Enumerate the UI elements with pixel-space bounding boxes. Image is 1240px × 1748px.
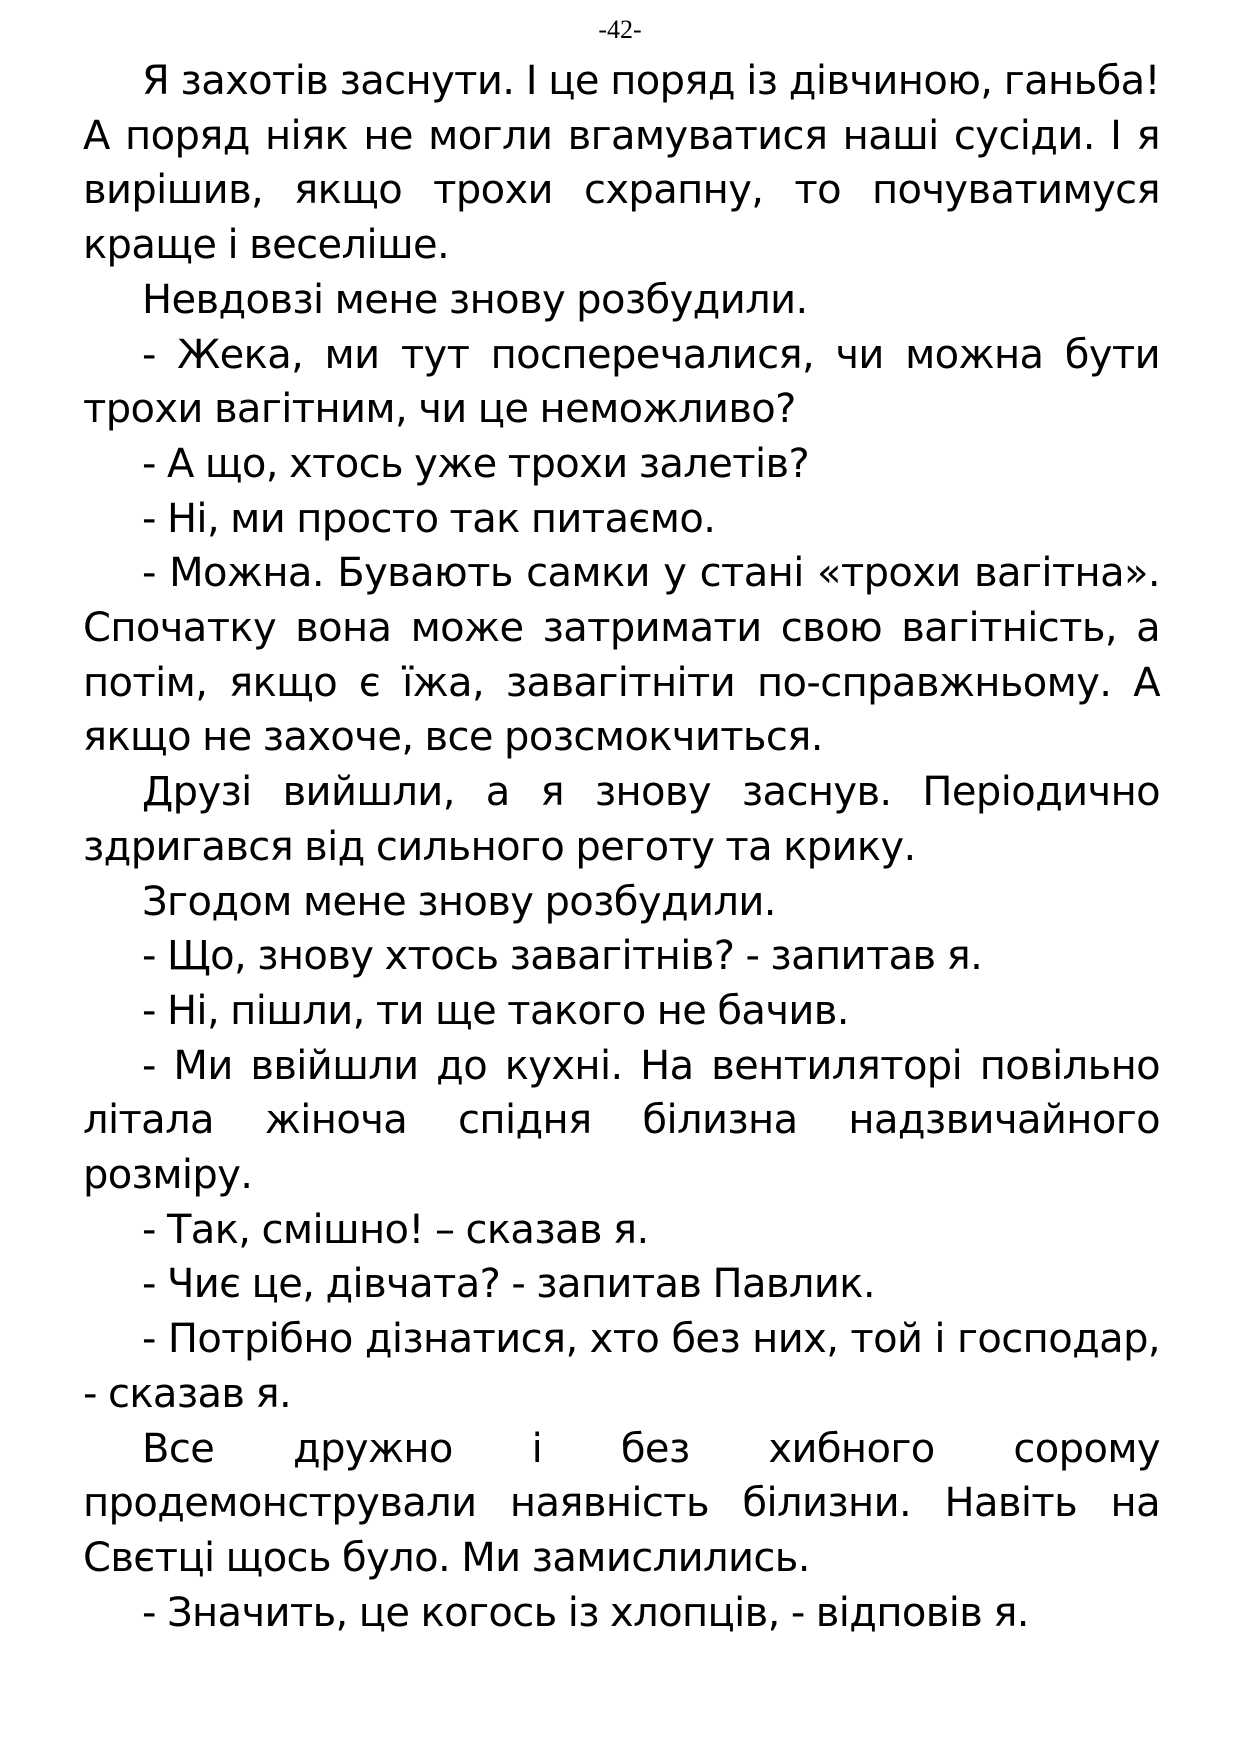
page-number: -42- [598,15,642,44]
paragraph: Все дружно і без хибного сорому продемонстрували наявність білизни. Навіть на Свєтці щось було. Ми замислились. [83,1425,1160,1581]
paragraph: - Значить, це когось із хлопців, - відповів я. [142,1589,1029,1636]
paragraph: - Ні, пішли, ти ще такого не бачив. [142,987,849,1034]
paragraph: - Що, знову хтось завагітнів? - запитав я. [142,933,983,980]
paragraph: Невдовзі мене знову розбудили. [142,276,808,323]
text-body [83,54,1160,1640]
paragraph: Згодом мене знову розбудили. [142,878,776,925]
paragraph: - Чиє це, дівчата? - запитав Павлик. [142,1261,875,1308]
paragraph: Я захотів заснути. І це поряд із дівчиною, ганьба! А поряд ніяк не могли вгамуватися наші сусіди. І я вирішив, якщо трохи схрапну, то почуватимуся краще і веселіше. [83,58,1160,269]
paragraph: - Ні, ми просто так питаємо. [142,495,716,542]
paragraph: Друзі вийшли, а я знову заснув. Періодично здригався від сильного реготу та крику. [83,769,1160,870]
paragraph: - Можна. Бувають самки у стані «трохи вагітна». Спочатку вона може затримати свою вагітність, а потім, якщо є їжа, завагітніти по-справжньому. А якщо не захоче, все розсмокчиться. [83,550,1160,761]
paragraph: - Жека, ми тут посперечалися, чи можна бути трохи вагітним, чи це неможливо? [83,331,1160,433]
paragraph: - Ми ввійшли до кухні. На вентиляторі повільно літала жіноча спідня білизна надзвичайного розміру. [83,1042,1160,1199]
paragraph: - Так, смішно! – сказав я. [142,1206,649,1253]
paragraph: - Потрібно дізнатися, хто без них, той і господар, - сказав я. [83,1316,1160,1417]
paragraph: - А що, хтось уже трохи залетів? [142,440,810,487]
